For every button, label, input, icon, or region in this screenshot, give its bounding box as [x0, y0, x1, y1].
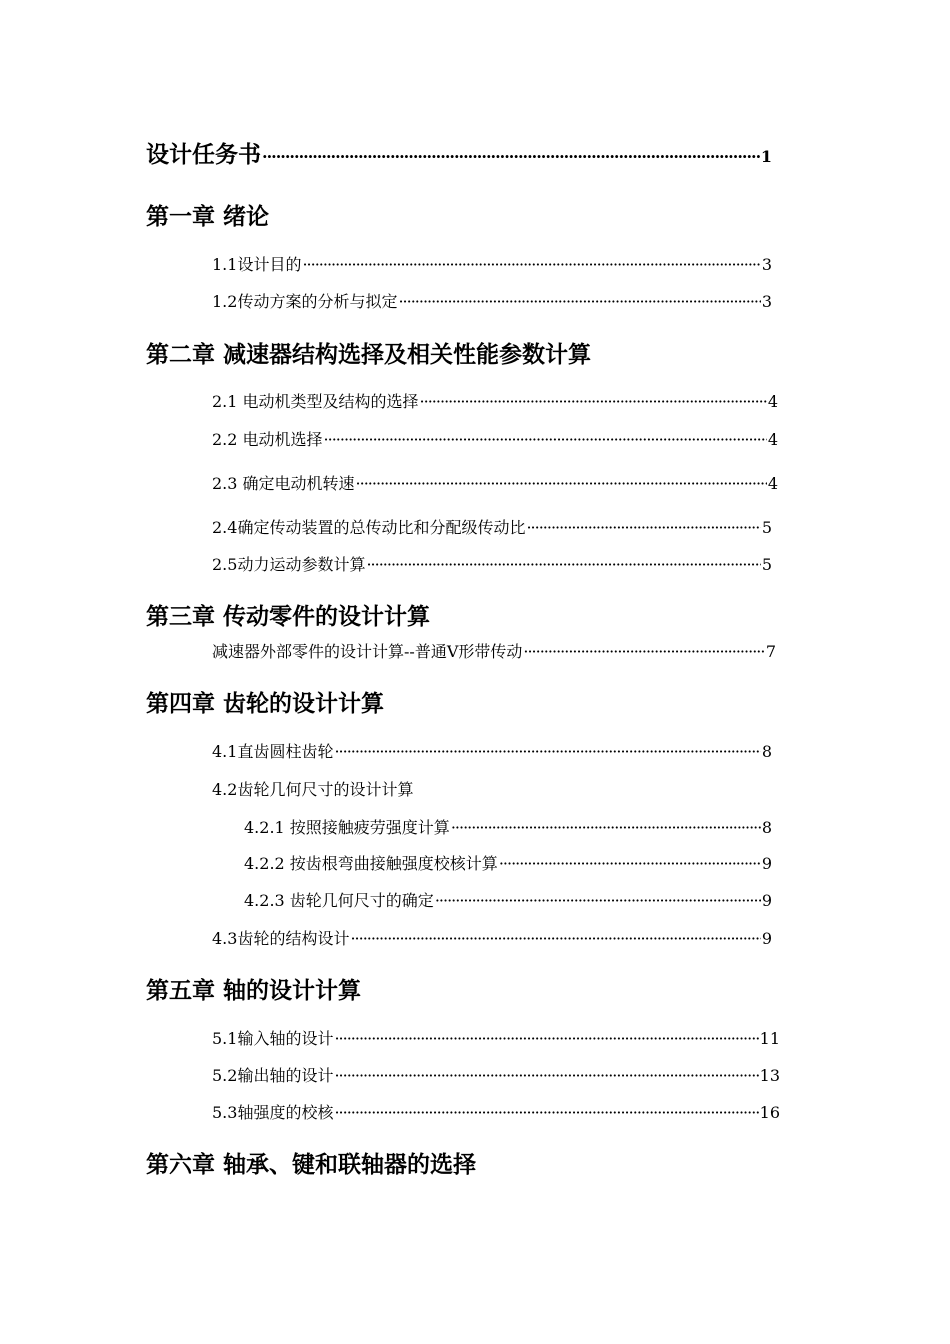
leader-dots [366, 555, 760, 574]
toc-entry-page: 5 [761, 555, 772, 574]
leader-dots [324, 430, 767, 449]
chapter-heading-3: 第三章 传动零件的设计计算 [146, 603, 431, 630]
toc-entry-page: 1 [760, 147, 772, 166]
toc-entry-page: 3 [761, 255, 772, 274]
toc-entry [212, 289, 772, 312]
toc-entry [212, 926, 772, 949]
toc-entry-label: 4.2齿轮几何尺寸的设计计算 [212, 780, 414, 799]
leader-dots [451, 818, 761, 837]
toc-entry-label: 4.2.1 按照接触疲劳强度计算 [244, 818, 450, 837]
toc-entry-label: 2.1 电动机类型及结构的选择 [212, 392, 419, 411]
leader-dots [334, 742, 760, 761]
toc-entry-label: 2.4确定传动装置的总传动比和分配级传动比 [212, 518, 526, 537]
leader-dots [526, 518, 760, 537]
chapter-heading-2: 第二章 减速器结构选择及相关性能参数计算 [146, 341, 592, 368]
toc-entry-page: 8 [761, 742, 772, 761]
toc-entry-task-book [146, 136, 772, 169]
toc-entry [212, 252, 772, 275]
toc-entry [212, 552, 772, 575]
toc-entry [212, 1026, 780, 1049]
leader-dots [356, 474, 767, 493]
leader-dots [523, 642, 764, 661]
toc-entry-label: 4.2.2 按齿根弯曲接触强度校核计算 [244, 854, 498, 873]
toc-entry-label: 4.2.3 齿轮几何尺寸的确定 [244, 891, 434, 910]
toc-entry [212, 1063, 780, 1086]
toc-entry-page: 9 [761, 929, 772, 948]
leader-dots [435, 891, 761, 910]
leader-dots [334, 1029, 758, 1048]
chapter-heading-5: 第五章 轴的设计计算 [146, 977, 362, 1004]
toc-entry-label: 设计任务书 [146, 141, 261, 168]
toc-entry-page: 9 [761, 854, 772, 873]
toc-entry [212, 427, 778, 450]
toc-entry-page: 11 [759, 1029, 780, 1048]
toc-entry-label: 4.3齿轮的结构设计 [212, 929, 350, 948]
chapter-heading-1: 第一章 绪论 [146, 203, 270, 230]
toc-entry [244, 888, 772, 911]
leader-dots [499, 854, 761, 873]
toc-entry [212, 1100, 780, 1123]
leader-dots [420, 392, 767, 411]
toc-entry-label: 4.1直齿圆柱齿轮 [212, 742, 334, 761]
toc-entry-page: 4 [767, 474, 778, 493]
toc-entry [212, 515, 772, 538]
toc-entry-label: 2.5动力运动参数计算 [212, 555, 366, 574]
leader-dots [302, 255, 760, 274]
toc-entry-page: 3 [761, 292, 772, 311]
toc-entry-page: 16 [759, 1103, 780, 1122]
leader-dots [398, 292, 760, 311]
toc-entry-label: 2.2 电动机选择 [212, 430, 323, 449]
toc-entry-page: 5 [761, 518, 772, 537]
toc-entry [212, 389, 778, 412]
toc-entry [212, 739, 772, 762]
toc-entry-label: 5.1输入轴的设计 [212, 1029, 334, 1048]
toc-entry-page: 7 [765, 642, 776, 661]
leader-dots [334, 1066, 758, 1085]
leader-dots [262, 147, 760, 166]
toc-entry-label: 5.2输出轴的设计 [212, 1066, 334, 1085]
toc-entry-label: 2.3 确定电动机转速 [212, 474, 355, 493]
toc-entry-label: 5.3轴强度的校核 [212, 1103, 334, 1122]
toc-entry-label: 减速器外部零件的设计计算--普通V形带传动 [212, 642, 523, 661]
toc-entry [212, 639, 776, 662]
toc-entry-page: 4 [767, 392, 778, 411]
toc-entry [244, 851, 772, 874]
leader-dots [334, 1103, 758, 1122]
toc-entry-page: 4 [767, 430, 778, 449]
chapter-heading-6: 第六章 轴承、键和联轴器的选择 [146, 1151, 477, 1178]
chapter-heading-4: 第四章 齿轮的设计计算 [146, 690, 385, 717]
leader-dots [350, 929, 760, 948]
toc-entry-page: 13 [759, 1066, 780, 1085]
toc-entry-page: 9 [761, 891, 772, 910]
toc-entry [212, 471, 778, 494]
toc-entry-page: 8 [761, 818, 772, 837]
toc-entry-label: 1.2传动方案的分析与拟定 [212, 292, 398, 311]
toc-entry-label: 1.1设计目的 [212, 255, 302, 274]
toc-entry [244, 815, 772, 838]
